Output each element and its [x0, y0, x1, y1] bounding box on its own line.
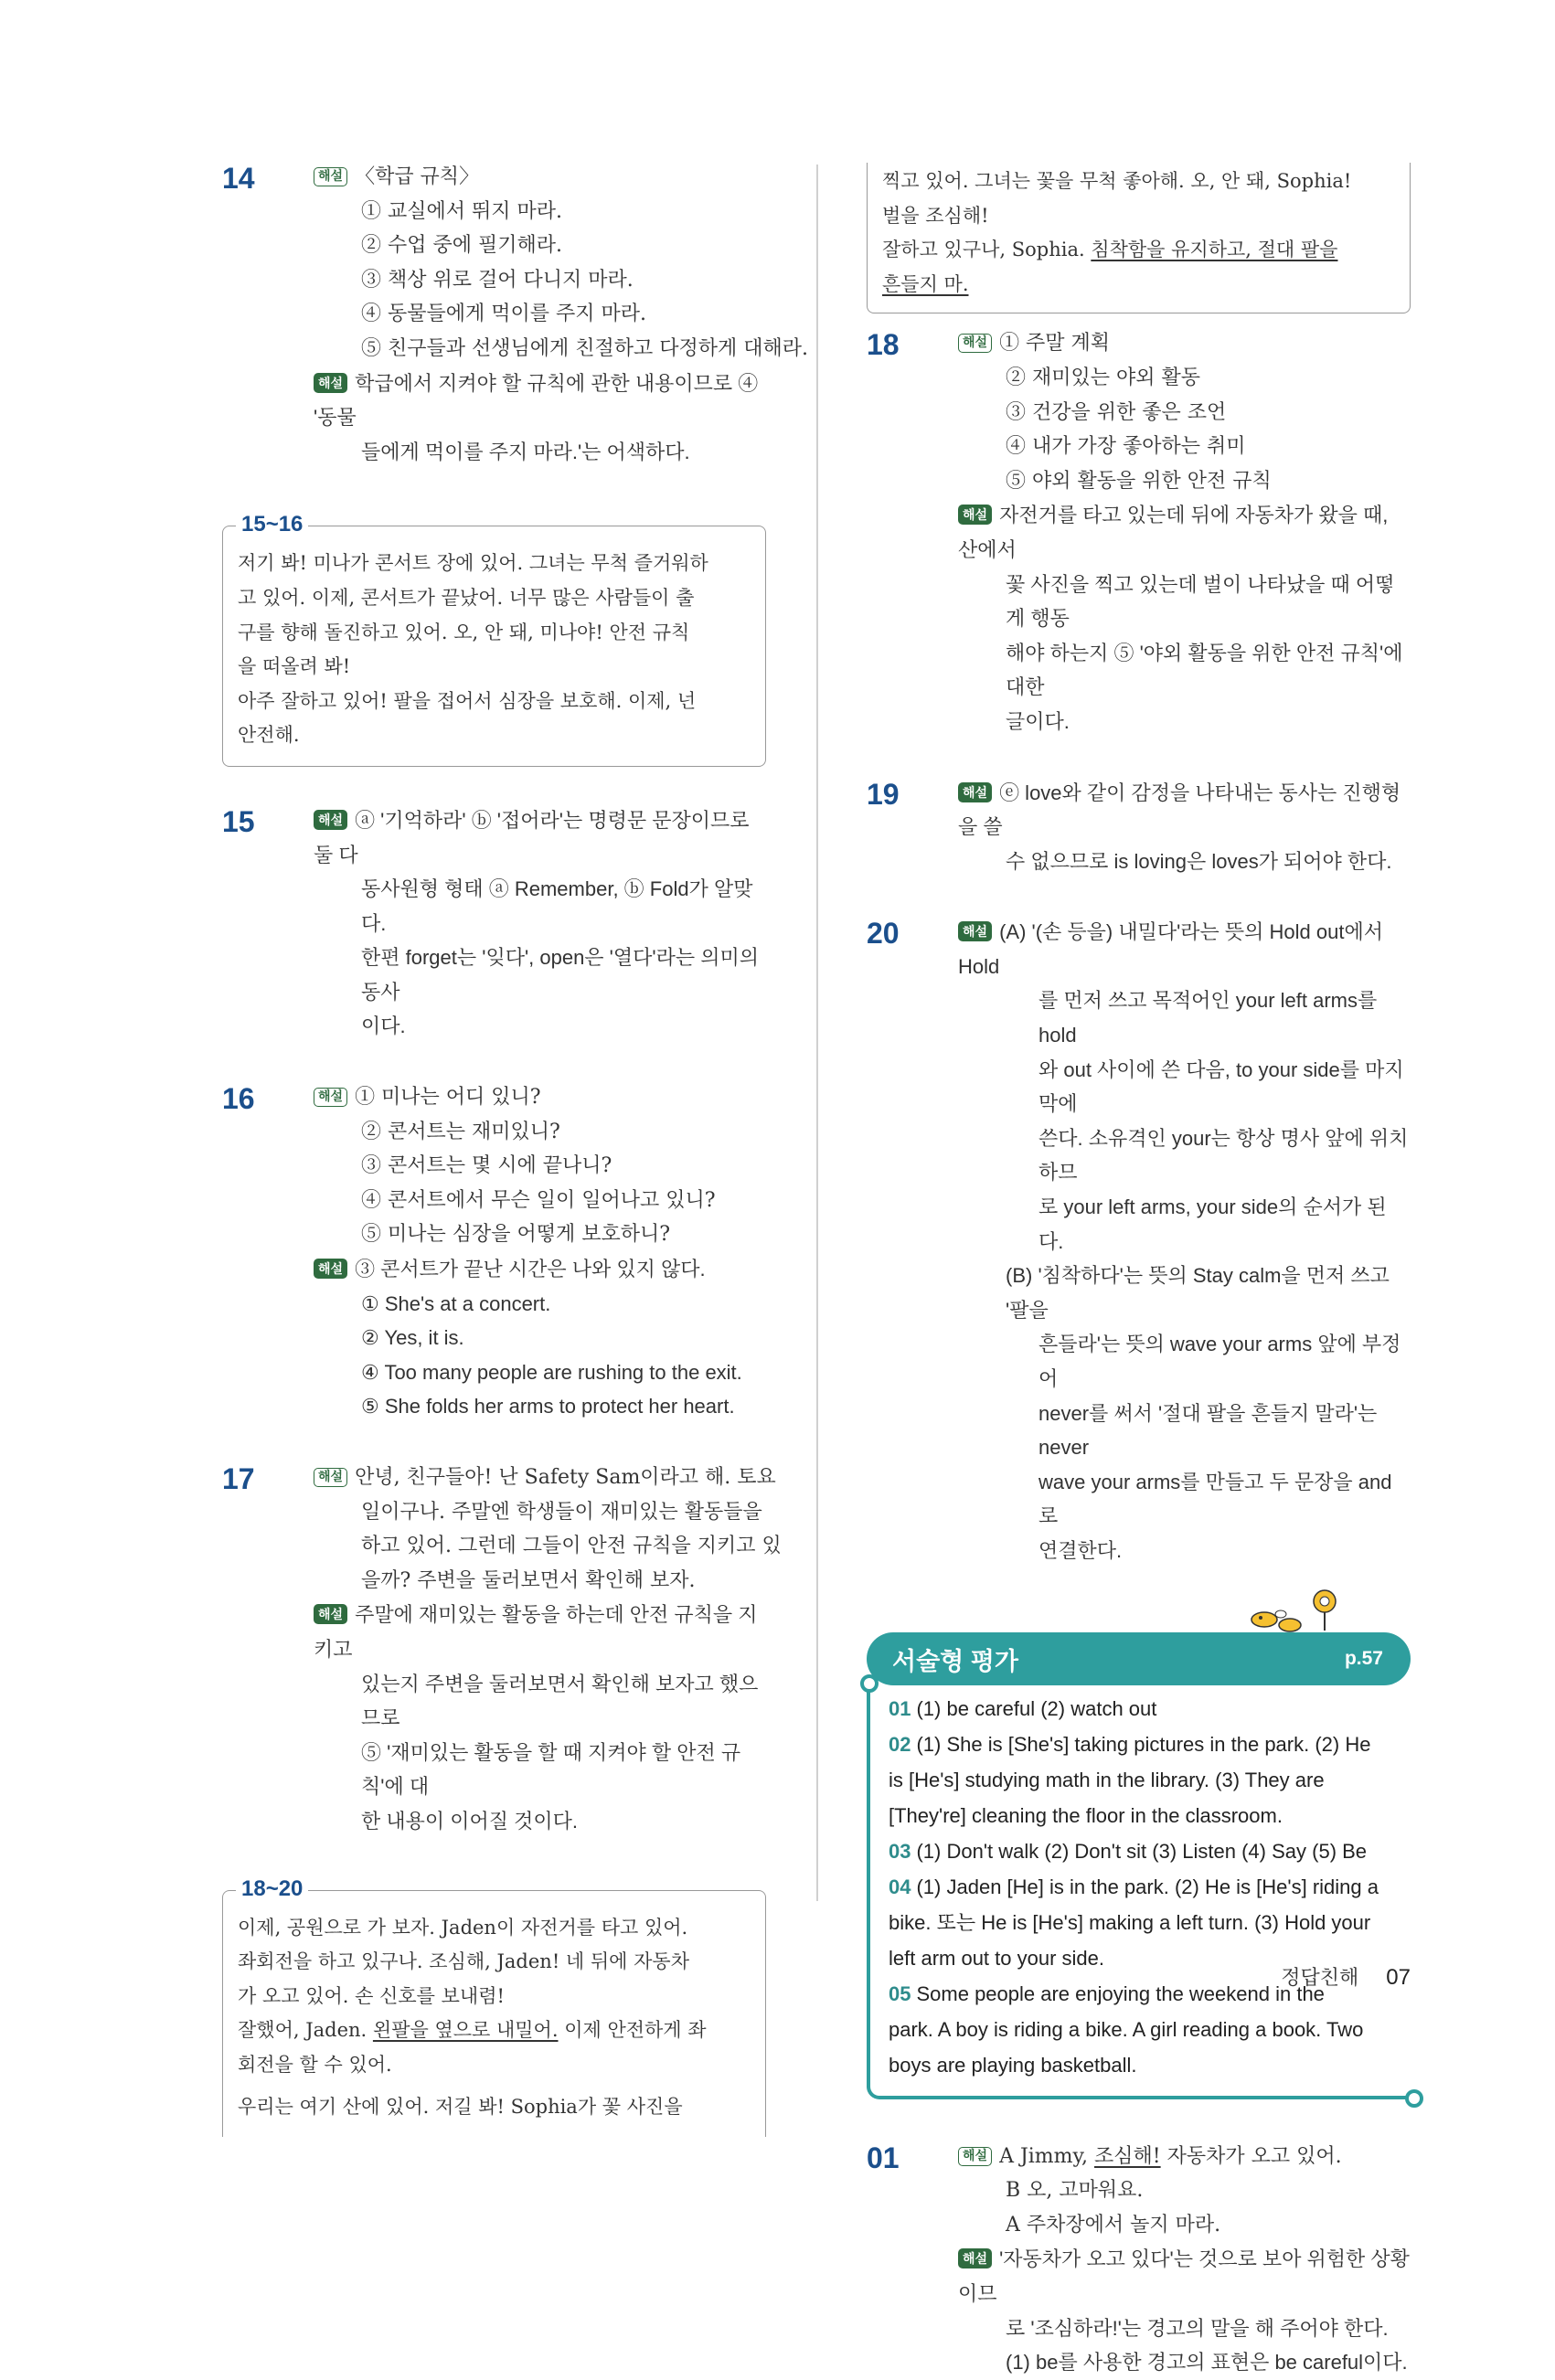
explanation-badge: 해설 — [958, 782, 992, 802]
question-14 — [222, 160, 809, 469]
translation-line: 을까? 주변을 둘러보면서 확인해 보자. — [361, 1568, 696, 1592]
question-20 — [867, 915, 1411, 1567]
answer-line: [They're] cleaning the floor in the classroom. — [889, 1803, 1283, 1827]
question-19 — [867, 776, 1411, 879]
explanation-badge: 해설 — [958, 505, 992, 525]
answer-line: ② Yes, it is. — [361, 1326, 464, 1350]
answer-line: ① She's at a concert. — [361, 1291, 551, 1315]
explanation-line: ③ 콘서트가 끝난 시간은 나와 있지 않다. — [355, 1258, 706, 1281]
explanation-line: 수 없으므로 is loving은 loves가 되어야 한다. — [1006, 849, 1392, 873]
question-number: 18 — [867, 328, 900, 362]
explanation-badge: 해설 — [958, 921, 992, 941]
passage-line: 좌회전을 하고 있구나. 조심해, Jaden! 네 뒤에 자동차 — [238, 1950, 689, 1973]
translation-badge: 해설 — [958, 2147, 992, 2166]
explanation-line: (B) '침착하다'는 뜻의 Stay calm을 먼저 쓰고 '팔을 — [1006, 1264, 1390, 1322]
answer-line: boys are playing basketball. — [889, 2053, 1137, 2077]
option: ③ 책상 위로 걸어 다니지 마라. — [361, 268, 634, 292]
passage-line: 회전을 할 수 있어. — [238, 2053, 392, 2076]
passage-line: 찍고 있어. 그녀는 꽃을 무척 좋아해. 오, 안 돼, Sophia! — [882, 170, 1352, 192]
underlined-phrase: 흔들지 마. — [882, 272, 969, 295]
passage-box-15-16 — [222, 512, 766, 767]
explanation-line: 한 내용이 이어질 것이다. — [361, 1809, 578, 1833]
explanation-line: 있는지 주변을 둘러보면서 확인해 보자고 했으므로 — [361, 1672, 759, 1730]
page-reference: p.57 — [1344, 1647, 1383, 1669]
answer-line: left arm out to your side. — [889, 1946, 1104, 1970]
box-label: 18~20 — [236, 1876, 308, 1902]
passage-line: 아주 잘하고 있어! 팔을 접어서 심장을 보호해. 이제, 넌 — [238, 689, 697, 712]
translation-badge: 해설 — [958, 334, 992, 353]
question-title: 〈학급 규칙〉 — [355, 165, 480, 188]
passage-line: 잘했어, Jaden. 왼팔을 옆으로 내밀어. 이제 안전하게 좌 — [238, 2019, 707, 2042]
decor-dot-icon — [860, 1674, 879, 1693]
option: ① 교실에서 뛰지 마라. — [361, 199, 562, 223]
left-column — [222, 160, 809, 2137]
answer-line: 02 (1) She is [She's] taking pictures in the park. (2) He — [889, 1732, 1371, 1756]
question-01: 01 해설 A Jimmy, 조심해! 자동차가 오고 있어. B 오, 고마워요. A 주차장에서 놀지 마라. 해설 '자동차가 오고 있다'는 것으로 보아 위험한 상황이므 로 '조심하라!'는 경고의 말을 해 주어야 한다. (1) be를 사용한 경고의 표현은 be careful이다. — [867, 2140, 1411, 2380]
column-divider — [816, 165, 818, 1901]
cartoon-decoration-icon — [1237, 1588, 1365, 1632]
translation-line: 안녕, 친구들아! 난 Safety Sam이라고 해. 토요 — [355, 1466, 776, 1489]
answer-line: ⑤ She folds her arms to protect her heart. — [361, 1395, 735, 1418]
explanation-line: 흔들라'는 뜻의 wave your arms 앞에 부정어 — [1038, 1333, 1401, 1390]
explanation-line: 꽃 사진을 찍고 있는데 벌이 나타났을 때 어떻게 행동 — [1006, 572, 1395, 631]
decor-dot-icon — [1405, 2089, 1423, 2108]
explanation-line: 를 먼저 쓰고 목적어인 your left arms를 hold — [1038, 989, 1378, 1047]
passage-line: 을 떠올려 봐! — [238, 655, 351, 678]
option: ① 주말 계획 — [999, 332, 1111, 356]
explanation-badge: 해설 — [314, 373, 347, 393]
option: ⑤ 미나는 심장을 어떻게 보호하니? — [361, 1223, 671, 1247]
footer-label: 정답친해 — [1281, 1966, 1359, 1989]
question-number: 16 — [222, 1082, 255, 1116]
question-number: 20 — [867, 917, 900, 951]
answer-line: 04 (1) Jaden [He] is in the park. (2) He is [He's] riding a — [889, 1875, 1379, 1898]
answer-line: ④ Too many people are rushing to the exit. — [361, 1360, 742, 1384]
passage-line: 고 있어. 이제, 콘서트가 끝났어. 너무 많은 사람들이 출 — [238, 586, 695, 609]
explanation-line: ⓔ love와 같이 감정을 나타내는 동사는 진행형을 쓸 — [958, 781, 1401, 839]
dialogue-line: A 주차장에서 놀지 마라. — [1006, 2213, 1221, 2237]
passage-box-continued — [867, 163, 1411, 313]
passage-line: 잘하고 있구나, Sophia. 침착함을 유지하고, 절대 팔을 — [882, 239, 1338, 261]
written-evaluation-section — [867, 1632, 1411, 2099]
option: ④ 내가 가장 좋아하는 취미 — [1006, 435, 1246, 459]
underlined-phrase: 조심해! — [1094, 2144, 1161, 2168]
answer-line: is [He's] studying math in the library. (3) They are — [889, 1768, 1325, 1791]
explanation-line: 로 '조심하라!'는 경고의 말을 해 주어야 한다. — [1006, 2316, 1389, 2340]
explanation-line: 해야 하는지 ⑤ '야외 활동을 위한 안전 규칙'에 대한 — [1006, 641, 1403, 699]
explanation-line: wave your arms를 만들고 두 문장을 and로 — [1038, 1470, 1392, 1528]
explanation-line: 글이다. — [1006, 709, 1070, 733]
option: ① 미나는 어디 있니? — [355, 1086, 541, 1110]
explanation-line: ⑤ '재미있는 활동을 할 때 지켜야 할 안전 규칙'에 대 — [361, 1740, 741, 1799]
evaluation-title: 서술형 평가 — [892, 1647, 1018, 1675]
explanation-line: ⓐ '기억하라' ⓑ '접어라'는 명령문 문장이므로 둘 다 — [314, 808, 750, 866]
underlined-phrase: 침착함을 유지하고, 절대 팔을 — [1091, 239, 1338, 261]
question-17 — [222, 1461, 782, 1839]
question-number: 01 — [867, 2141, 900, 2174]
answer-line: 05 Some people are enjoying the weekend in the — [889, 1982, 1325, 2005]
passage-line: 구를 향해 돌진하고 있어. 오, 안 돼, 미나야! 안전 규칙 — [238, 621, 690, 643]
page-footer — [1281, 1962, 1411, 1991]
explanation: 해설 학급에서 지켜야 할 규칙에 관한 내용이므로 ④ '동물 — [314, 371, 759, 430]
passage-line: 이제, 공원으로 가 보자. Jaden이 자전거를 타고 있어. — [238, 1916, 688, 1939]
page-number: 07 — [1386, 1965, 1411, 1990]
answer-line: bike. 또는 He is [He's] making a left turn. (3) Hold your — [889, 1910, 1371, 1934]
underlined-phrase: 왼팔을 옆으로 내밀어. — [372, 2019, 559, 2042]
explanation-line: 주말에 재미있는 활동을 하는데 안전 규칙을 지키고 — [314, 1603, 758, 1661]
translation-line: 일이구나. 주말엔 학생들이 재미있는 활동들을 — [361, 1500, 762, 1524]
box-label: 15~16 — [236, 512, 308, 537]
answer-line: 01 (1) be careful (2) watch out — [889, 1696, 1157, 1720]
question-number: 15 — [222, 804, 255, 838]
translation-badge: 해설 — [314, 1088, 347, 1107]
answer-line: park. A boy is riding a bike. A girl reading a book. Two — [889, 2017, 1364, 2041]
explanation-line: 한편 forget는 '잊다', open은 '열다'라는 의미의 동사 — [361, 946, 759, 1004]
question-15 — [222, 803, 766, 1044]
option: ③ 건강을 위한 좋은 조언 — [1006, 400, 1227, 424]
explanation-badge: 해설 — [314, 1259, 347, 1279]
explanation-line: 쓴다. 소유격인 your는 항상 명사 앞에 위치하므 — [1038, 1126, 1409, 1185]
translation-badge: 해설 — [314, 167, 347, 186]
passage-line — [882, 268, 1395, 303]
option: ② 재미있는 야외 활동 — [1006, 366, 1200, 389]
evaluation-answers — [867, 1685, 1411, 2099]
explanation-line: never를 써서 '절대 팔을 흔들지 말라'는 never — [1038, 1401, 1378, 1460]
explanation-line: 동사원형 형태 ⓐ Remember, ⓑ Fold가 알맞다. — [361, 877, 753, 935]
evaluation-header — [867, 1632, 1411, 1685]
question-number: 14 — [222, 162, 255, 195]
question-number: 19 — [867, 777, 900, 811]
question-16 — [222, 1080, 766, 1424]
explanation-badge: 해설 — [314, 1604, 347, 1624]
option: ⑤ 야외 활동을 위한 안전 규칙 — [1006, 469, 1272, 493]
option: ④ 콘서트에서 무슨 일이 일어나고 있니? — [361, 1188, 716, 1212]
passage-line: 가 오고 있어. 손 신호를 보내렴! — [238, 1984, 505, 2007]
explanation-line: 와 out 사이에 쓴 다음, to your side를 마지막에 — [1038, 1057, 1404, 1116]
explanation-line: (1) be를 사용한 경고의 표현은 be careful이다. — [1006, 2351, 1408, 2375]
option: ④ 동물들에게 먹이를 주지 마라. — [361, 303, 646, 326]
passage-line: 안전해. — [238, 724, 300, 747]
dialogue-line: B 오, 고마워요. — [1006, 2179, 1144, 2203]
explanation-line: 로 your left arms, your side의 순서가 된다. — [1038, 1195, 1387, 1253]
explanation-line: '자동차가 오고 있다'는 것으로 보아 위험한 상황이므 — [958, 2247, 1410, 2305]
explanation-line: 이다. — [361, 1015, 406, 1038]
passage-line: 저기 봐! 미나가 콘서트 장에 있어. 그녀는 무척 즐거워하 — [238, 552, 708, 575]
option: ② 수업 중에 필기해라. — [361, 234, 562, 258]
explanation-line: 연결한다. — [1038, 1538, 1123, 1562]
option: ② 콘서트는 재미있니? — [361, 1120, 560, 1143]
right-column — [867, 163, 1411, 2380]
translation-line: 하고 있어. 그런데 그들이 안전 규칙을 지키고 있 — [361, 1535, 782, 1558]
explanation-badge: 해설 — [314, 810, 347, 830]
answer-line: 03 (1) Don't walk (2) Don't sit (3) Listen (4) Say (5) Be — [889, 1839, 1368, 1863]
option: ⑤ 친구들과 선생님에게 친절하고 다정하게 대해라. — [361, 336, 809, 360]
explanation-line: 자전거를 타고 있는데 뒤에 자동차가 왔을 때, 산에서 — [958, 504, 1389, 561]
option: ③ 콘서트는 몇 시에 끝나니? — [361, 1154, 612, 1178]
question-18 — [867, 326, 1411, 738]
translation-badge: 해설 — [314, 1468, 347, 1487]
passage-line: 우리는 여기 산에 있어. 저길 봐! Sophia가 꽃 사진을 — [238, 2095, 683, 2118]
question-number: 17 — [222, 1462, 255, 1495]
explanation-line: 들에게 먹이를 주지 마라.'는 어색하다. — [361, 440, 690, 463]
passage-box-18-20 — [222, 1875, 766, 2138]
explanation-badge: 해설 — [958, 2248, 992, 2268]
explanation-line: (A) '(손 등을) 내밀다'라는 뜻의 Hold out에서 Hold — [958, 920, 1383, 978]
passage-line: 벌을 조심해! — [882, 204, 989, 227]
